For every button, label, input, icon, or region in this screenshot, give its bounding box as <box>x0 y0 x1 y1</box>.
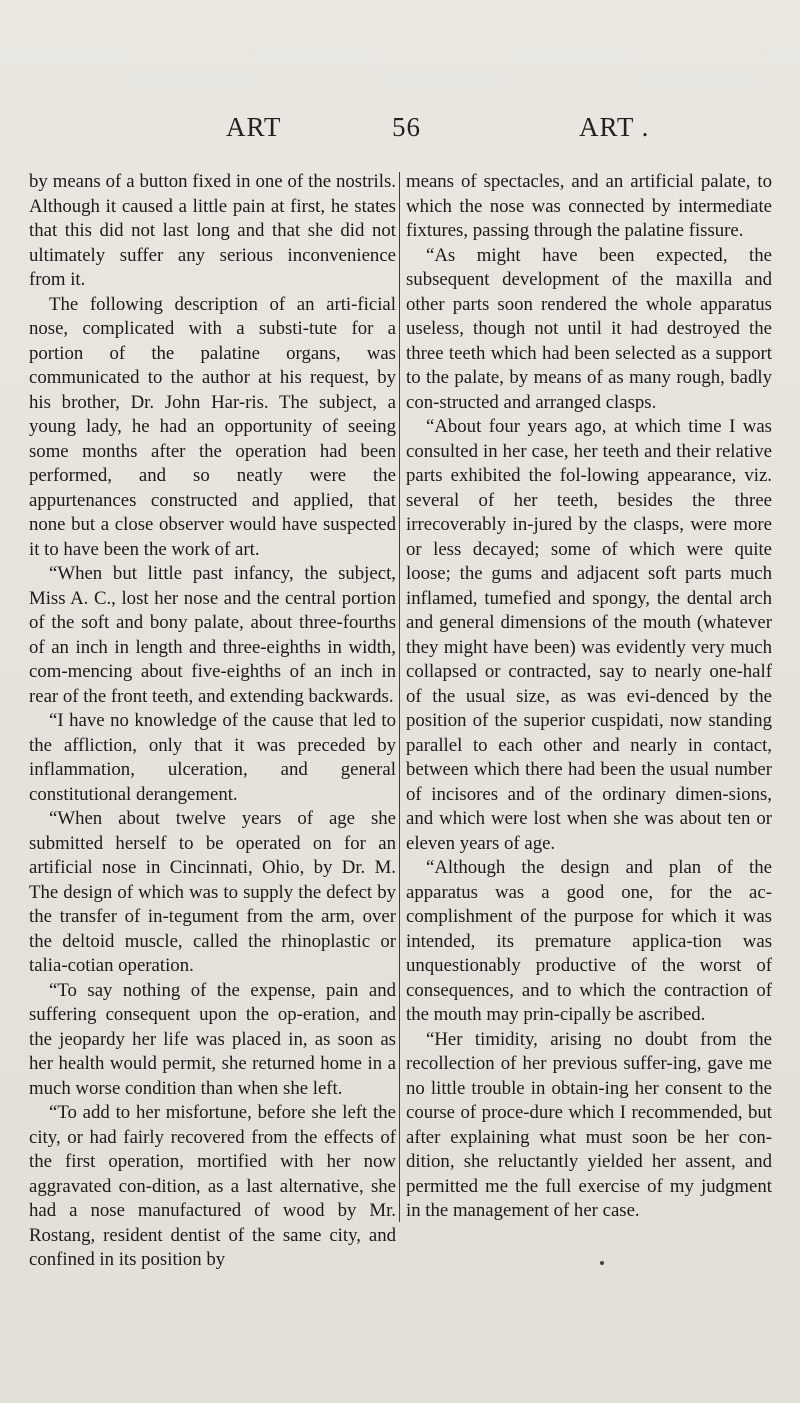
page-number: 56 <box>392 112 421 142</box>
paragraph: “To say nothing of the expense, pain and suffering consequent upon the op-eration, and the jeopardy her life was placed in, as soon as her health would permit, she returned home in a much worse condition than when she left. <box>29 979 396 1099</box>
running-head-left: ART <box>226 112 282 142</box>
right-column <box>406 170 772 1224</box>
column-divider <box>399 172 400 1222</box>
paragraph: “As might have been expected, the subsequent development of the maxilla and other parts soon rendered the whole apparatus useless, though not until it had destroyed the three teeth which had been selected as a support to the palate, by means of as many rough, badly con-structed and arranged clasps. <box>406 244 772 413</box>
paragraph: “To add to her misfortune, before she left the city, or had fairly recovered from the effects of the first operation, mortified with her now aggravated con-dition, as a last alternative, she had a nose manufactured of wood by Mr. Rostang, resident dentist of the same city, and confined in its position by <box>29 1102 396 1270</box>
ink-speck <box>600 1261 604 1265</box>
paragraph: “When about twelve years of age she submitted herself to be operated on for an artificial nose in Cincinnati, Ohio, by Dr. M. The design of which was to supply the defect by the transfer of in-tegument from the arm, over the deltoid muscle, called the rhinoplastic or talia-cotian operation. <box>29 808 396 976</box>
paragraph: “I have no knowledge of the cause that led to the affliction, only that it was preceded by inflammation, ulceration, and general constitutional derangement. <box>29 710 396 805</box>
paragraph: by means of a button fixed in one of the nostrils. Although it caused a little pain at first, he states that this did not last long and that she did not ultimately suffer any serious inconvenience from it. <box>29 171 396 290</box>
running-head <box>0 112 800 152</box>
paragraph: “About four years ago, at which time I was consulted in her case, her teeth and their relative parts exhibited the fol-lowing appearance, viz. several of her teeth, besides the three irrecoverably in-jured by the clasps, were more or less decayed; some of which were quite loose; the gums and adjacent soft parts much inflamed, tumefied and spongy, the dental arch and general dimensions of the mouth (whatever they might have been) was evidently very much collapsed or contracted, say to nearly one-half of the usual size, as was evi-denced by the position of the superior cuspidati, now standing parallel to each other and nearly in contact, between which there had been the usual number of incisores and of the ordinary dimen-sions, and which were lost when she was about ten or eleven years of age. <box>406 416 772 854</box>
paragraph: The following description of an arti-ficial nose, complicated with a substi-tute for a portion of the palatine organs, was communicated to the author at his request, by his brother, Dr. John Har-ris. The subject, a young lady, he had an opportunity of seeing some months after the operation had been performed, and so neatly were the appurtenances constructed and applied, that none but a close observer would have suspected it to have been the work of art. <box>29 293 396 560</box>
left-column <box>29 170 396 1273</box>
paragraph: “Although the design and plan of the apparatus was a good one, for the ac-complishment of the purpose for which it was intended, its premature applica-tion was unquestionably productive of the worst of consequences, and to which the contraction of the mouth may prin-cipally be ascribed. <box>406 857 772 1025</box>
paragraph: “Her timidity, arising no doubt from the recollection of her previous suffer-ing, gave me no little trouble in obtain-ing her consent to the course of proce-dure which I recommended, but after explaining what must soon be her con-dition, she reluctantly yielded her assent, and permitted me the full exercise of my judgment in the management of her case. <box>406 1028 772 1221</box>
running-head-right: ART . <box>579 112 650 142</box>
paragraph: “When but little past infancy, the subject, Miss A. C., lost her nose and the central portion of the soft and bony palate, about three-fourths of an inch in length and three-eighths in width, com-mencing about five-eighths of an inch in rear of the front teeth, and extending backwards. <box>29 563 396 707</box>
paragraph: means of spectacles, and an artificial palate, to which the nose was connected by intermediate fixtures, passing through the palatine fissure. <box>406 171 772 241</box>
